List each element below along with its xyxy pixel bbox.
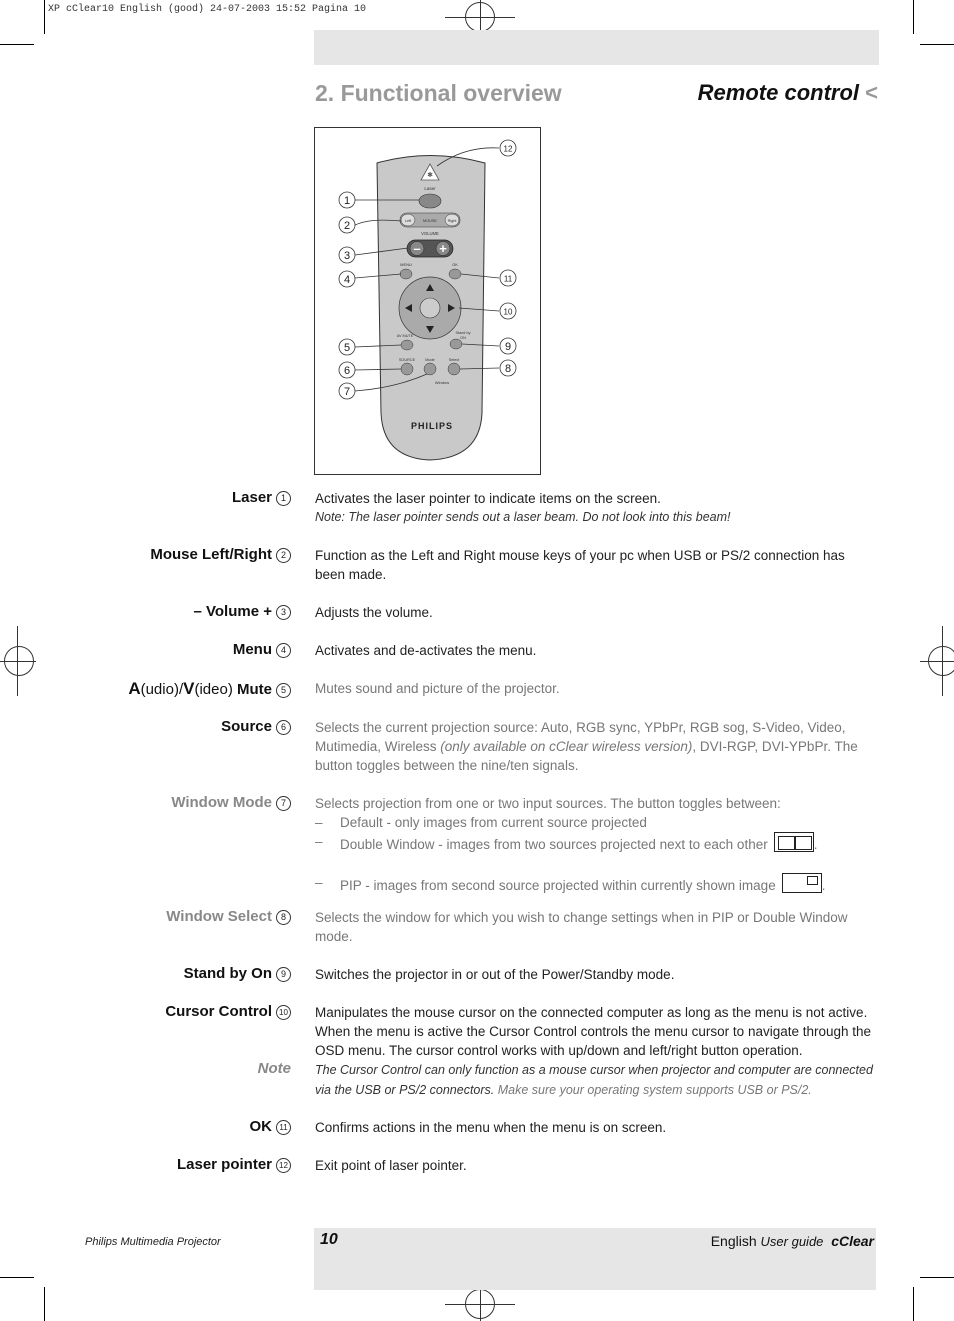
term-ok: OK 11	[250, 1118, 292, 1135]
remote-control-figure	[314, 127, 541, 475]
crop-mark	[44, 1287, 45, 1321]
crop-mark	[920, 1277, 954, 1278]
callout-4: 4	[343, 274, 351, 286]
svg-text:+: +	[439, 241, 447, 256]
double-window-icon	[774, 832, 814, 852]
menu-label: MENU	[400, 262, 412, 267]
standby-on-label: ON	[460, 336, 466, 340]
bullet-default: – Default - only images from current source projected	[315, 815, 647, 830]
desc-laser: Activates the laser pointer to indicate items on the screen. Note: The laser pointer sends out a laser beam. Do not look into this beam!	[315, 489, 875, 527]
mode-label: Mode	[425, 358, 435, 362]
crop-mark	[0, 44, 34, 45]
page-number: 10	[320, 1231, 338, 1248]
ok-label: OK	[452, 262, 458, 267]
av-mute-label: AV MUTE	[396, 334, 414, 338]
callout-12: 12	[503, 144, 513, 154]
callout-1: 1	[343, 195, 351, 207]
desc-menu: Activates and de-activates the menu.	[315, 643, 537, 658]
desc-window-select: Selects the window for which you wish to change settings when in PIP or Double Window mode.	[315, 910, 848, 944]
crop-mark	[913, 0, 914, 34]
term-cursor-control: Cursor Control 10	[165, 1003, 291, 1020]
callout-3: 3	[343, 250, 351, 262]
term-source: Source 6	[221, 718, 291, 735]
callout-5: 5	[343, 342, 351, 354]
desc-stand-by-on: Switches the projector in or out of the Power/Standby mode.	[315, 967, 675, 982]
term-window-select: Window Select 8	[166, 908, 291, 925]
select-label: Select	[448, 358, 460, 362]
term-stand-by-on: Stand by On 9	[184, 965, 291, 982]
term-menu: Menu 4	[233, 641, 291, 658]
crop-mark	[913, 1287, 914, 1321]
standby-label: Stand by	[455, 331, 471, 335]
footer-guide: English User guide cClear	[710, 1233, 874, 1249]
volume-label: VOLUME	[421, 231, 439, 236]
window-label: Window	[434, 380, 450, 385]
callout-11: 11	[503, 274, 513, 284]
left-label: Left	[404, 219, 412, 223]
crop-mark	[920, 44, 954, 45]
desc-cursor-control: Manipulates the mouse cursor on the connected computer as long as the menu is not active. When the menu is active the Cursor Control controls the menu cursor to navigate through the OSD menu. The cursor control works with up/down and left/right button operation. The Cursor Control can only function as a mouse cursor when projector and computer are connected via the USB or PS/2 connectors. Make sure your operating system supports USB or PS/2.	[315, 1005, 873, 1097]
desc-av-mute: Mutes sound and picture of the projector.	[315, 681, 560, 696]
desc-mouse-left-right: Function as the Left and Right mouse keys of your pc when USB or PS/2 connection has been made.	[315, 548, 845, 582]
term-laser-pointer: Laser pointer 12	[177, 1156, 291, 1173]
remote-control-illustration	[315, 128, 540, 474]
right-label: Right	[447, 219, 457, 223]
term-volume: – Volume + 3	[193, 603, 291, 620]
header-bar	[314, 30, 879, 65]
svg-text:✱: ✱	[427, 172, 433, 179]
callout-6: 6	[343, 365, 351, 377]
callout-10: 10	[503, 307, 513, 317]
desc-source: Selects the current projection source: Auto, RGB sync, YPbPr, RGB sog, S-Video, Video, Mutimedia, Wireless (only available on cClear wireless version), DVI-RGP, DVI-YPbPr. The button toggles between the nine/ten signals.	[315, 720, 858, 773]
desc-ok: Confirms actions in the menu when the menu is on screen.	[315, 1120, 667, 1135]
term-mouse-left-right: Mouse Left/Right 2	[150, 546, 291, 563]
desc-window-mode: Selects projection from one or two input sources. The button toggles between: – Default - only images from current source projected – Double Window - images from two sources projected next to each other . – PIP - images from second source projected within currently shown image .	[315, 794, 875, 895]
callout-8: 8	[504, 363, 512, 375]
laser-button	[419, 194, 441, 208]
pip-window-icon	[782, 873, 822, 893]
mouse-label: MOUSE	[423, 219, 437, 223]
desc-volume: Adjusts the volume.	[315, 605, 433, 620]
crop-mark	[44, 0, 45, 34]
bullet-double-window: – Double Window - images from two sources projected next to each other .	[315, 834, 818, 852]
page-title: Remote control <	[697, 80, 878, 105]
crop-mark	[0, 1277, 34, 1278]
laser-label: Laser	[424, 186, 436, 191]
callout-9: 9	[504, 341, 512, 353]
term-av-mute: A(udio)/V(ideo) Mute 5	[128, 679, 291, 699]
philips-logo: PHILIPS	[410, 421, 454, 431]
footer-product-name: Philips Multimedia Projector	[85, 1236, 221, 1248]
svg-text:–: –	[413, 241, 421, 256]
desc-laser-pointer: Exit point of laser pointer.	[315, 1158, 467, 1173]
section-title: 2. Functional overview	[315, 80, 562, 106]
laser-note: Note: The laser pointer sends out a laser beam. Do not look into this beam!	[315, 510, 731, 524]
callout-7: 7	[343, 386, 351, 398]
term-laser: Laser 1	[232, 489, 291, 506]
source-label: SOURCE	[398, 358, 416, 362]
print-slug: XP cClear10 English (good) 24-07-2003 15:52 Pagina 10	[48, 4, 367, 15]
bullet-pip: – PIP - images from second source projected within currently shown image .	[315, 875, 826, 893]
term-window-mode: Window Mode 7	[171, 794, 291, 811]
note-label: Note	[257, 1060, 291, 1077]
callout-2: 2	[343, 220, 351, 232]
